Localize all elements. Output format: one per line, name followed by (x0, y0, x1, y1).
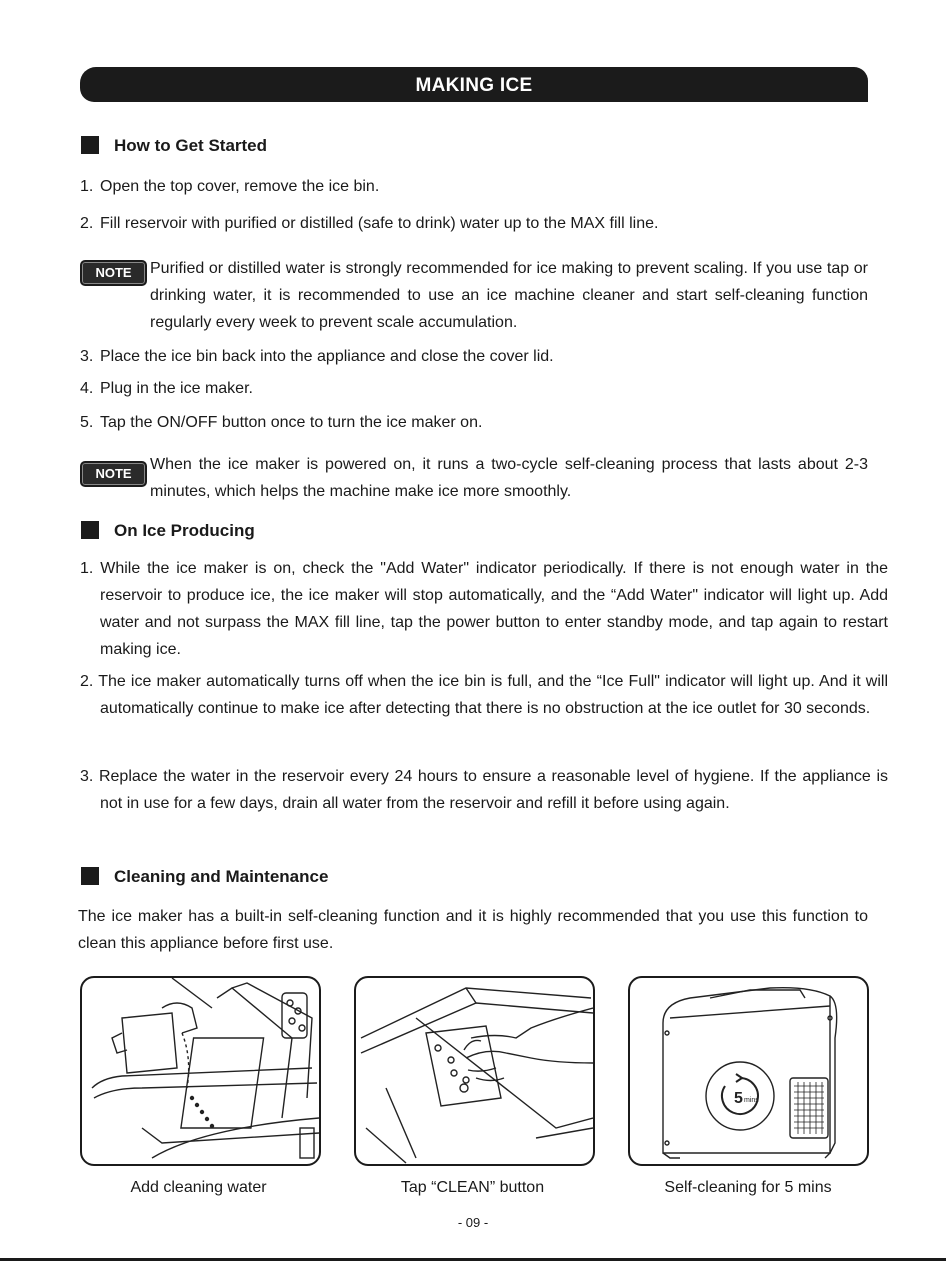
timer-unit: mins (744, 1097, 759, 1104)
square-bullet-icon (81, 521, 99, 539)
step-number: 1. (80, 178, 94, 195)
step-2 (80, 210, 658, 237)
note-text-2: When the ice maker is powered on, it runs a two-cycle self-cleaning process that lasts about 2-3 minutes, which helps the machine make ice more smoothly. (150, 456, 868, 500)
producing-item-2: 2. The ice maker automatically turns off when the ice bin is full, and the “Ice Full" indicator will light up. And it will automatically continue to make ice after detecting that there is no obstruction at the ice outlet for 30 seconds. (80, 673, 888, 717)
producing-item-3: 3. Replace the water in the reservoir every 24 hours to ensure a reasonable level of hygiene. If the appliance is not in use for a few days, drain all water from the reservoir and refill it before using again. (80, 768, 888, 812)
section-heading-get-started (81, 135, 267, 157)
caption-tap-clean: Tap “CLEAN” button (400, 1179, 545, 1196)
section-heading-producing (81, 520, 255, 542)
illustration-self-clean (628, 976, 869, 1166)
step-number: 4. (80, 380, 94, 397)
step-text: Fill reservoir with purified or distilled (safe to drink) water up to the MAX fill line. (100, 215, 659, 232)
step-3 (80, 343, 554, 370)
step-1 (80, 173, 379, 200)
note-badge: NOTE (80, 461, 147, 487)
step-number: 5. (80, 414, 94, 431)
page-number: - 09 - (457, 1215, 489, 1230)
step-text: Tap the ON/OFF button once to turn the ice maker on. (100, 414, 483, 431)
square-bullet-icon (81, 136, 99, 154)
section-banner: MAKING ICE (80, 67, 868, 102)
step-text: Open the top cover, remove the ice bin. (100, 178, 380, 195)
producing-item-1: 1. While the ice maker is on, check the "Add Water" indicator periodically. If there is not enough water in the reservoir to produce ice, the ice maker will stop automatically, and the “Add Water" indicator will light up. Add water and not surpass the MAX fill line, tap the power button to enter standby mode, and tap again to restart making ice. (80, 560, 888, 658)
note-text-1: Purified or distilled water is strongly recommended for ice making to prevent scaling. If you use tap or drinking water, it is recommended to use an ice machine cleaner and start self-cleaning function regularly every week to prevent scale accumulation. (150, 260, 868, 331)
caption-self-clean: Self-cleaning for 5 mins (664, 1179, 832, 1196)
illustration-tap-clean (354, 976, 595, 1166)
step-number: 3. (80, 348, 94, 365)
step-number: 2. (80, 215, 94, 232)
section-heading-cleaning (81, 866, 328, 888)
square-bullet-icon (81, 867, 99, 885)
timer-number: 5 (734, 1090, 743, 1107)
step-text: Place the ice bin back into the appliance and close the cover lid. (100, 348, 554, 365)
note-badge: NOTE (80, 260, 147, 286)
step-4 (80, 375, 253, 402)
step-5 (80, 409, 482, 436)
section-heading-text: On Ice Producing (114, 521, 255, 540)
section-heading-text: How to Get Started (114, 136, 268, 155)
cleaning-text: The ice maker has a built-in self-cleaning function and it is highly recommended that you use this function to clean this appliance before first use. (78, 908, 868, 952)
section-heading-text: Cleaning and Maintenance (114, 867, 329, 886)
caption-add-water: Add cleaning water (130, 1179, 267, 1196)
step-text: Plug in the ice maker. (100, 380, 253, 397)
illustration-add-water (80, 976, 321, 1166)
